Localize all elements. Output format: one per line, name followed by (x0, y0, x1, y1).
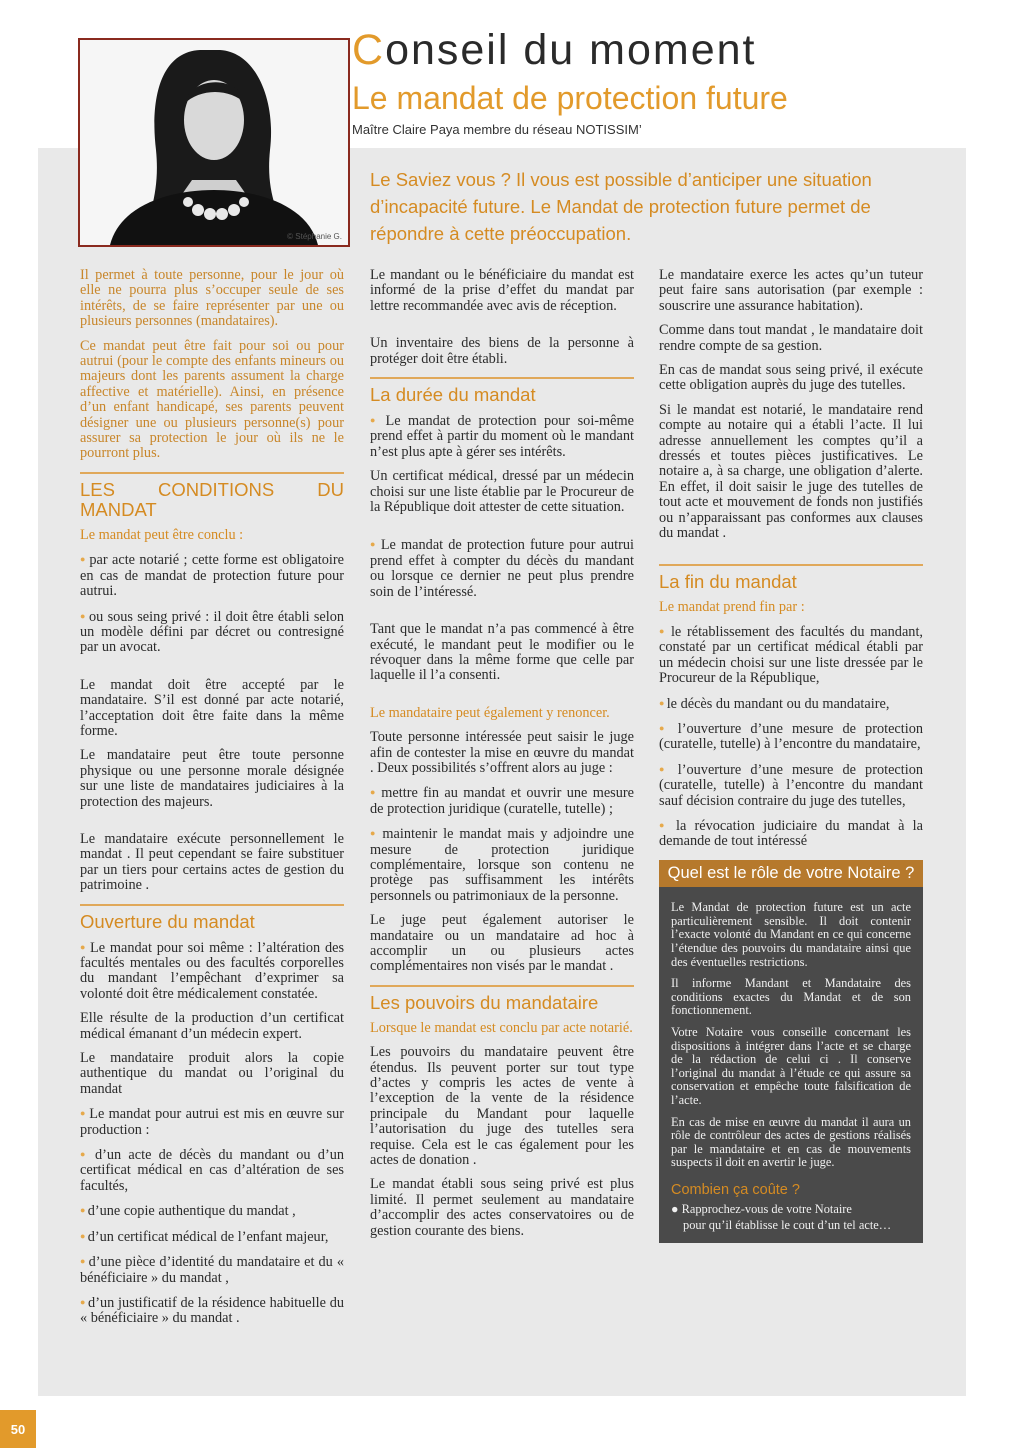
page-title (352, 26, 756, 75)
box-bullet-text: Rapprochez-vous de votre Notaire (681, 1202, 852, 1217)
paragraph: Le mandataire exerce les actes qu’un tuteur peut faire sans autorisation (par exemple : souscrire une assurance habitation). (659, 267, 923, 314)
column-2 (370, 268, 634, 1248)
notaire-role-box (659, 860, 923, 1243)
subheading-fin: Le mandat prend fin par : (659, 598, 805, 615)
bullet-item: ● ou sous seing privé : il doit être établi selon un modèle défini par décret ou contresigné par un avocat. (80, 609, 344, 656)
paragraph: Tant que le mandat n’a pas commencé à être exécuté, le mandant peut le modifier ou le révoquer dans la même forme que celle par laquelle il l’a consenti. (370, 621, 634, 684)
paragraph: Comme dans tout mandat , le mandataire doit rendre compte de sa gestion. (659, 322, 923, 354)
portrait-illustration (80, 40, 348, 245)
bullet-item: ● par acte notarié ; cette forme est obligatoire en cas de mandat de protection future pour autrui. (80, 552, 344, 599)
photo-credit: © Stéphanie G. (287, 232, 342, 241)
box-paragraph: En cas de mise en œuvre du mandat il aura un rôle de contrôleur des actes de gestions réalisés par le mandataire et en cas de mouvements suspects il doit en avertir le juge. (671, 1114, 911, 1170)
column-3 (659, 268, 923, 1243)
bullet-item: ● maintenir le mandat mais y adjoindre une mesure de protection juridique complémentaire, lorsque son contenu ne protège pas suffisamment les intérêts personnels ou patrimoniaux de la personne. (370, 826, 634, 904)
section-heading-conditions: LES CONDITIONS DU MANDAT (80, 472, 344, 520)
bullet-item: ● d’un justificatif de la résidence habituelle du « bénéficiaire » du mandat . (80, 1295, 344, 1327)
bullet-item: ● la révocation judiciaire du mandat à la demande de tout intéressé (659, 818, 923, 850)
column-1 (80, 268, 344, 1336)
box-subheading-cost: Combien ça coûte ? (671, 1181, 800, 1198)
paragraph: Le mandataire produit alors la copie authentique du mandat ou l’original du mandat (80, 1050, 344, 1097)
paragraph: Elle résulte de la production d’un certificat médical émanant d’un médecin expert. (80, 1010, 344, 1042)
paragraph: Le mandataire exécute personnellement le mandat . Il peut cependant se faire substituer par un tiers pour certains actes de gestion du patrimoine . (80, 830, 344, 894)
paragraph: Le mandat doit être accepté par le mandataire. S’il est donné par acte notarié, l’acceptation doit être faite dans la même forme. (80, 676, 344, 739)
bullet-item: ● Le mandat pour soi même : l’altération des facultés mentales ou des facultés corporelles du mandant l’empêchant d’exprimer sa volonté doit être médicalement constatée. (80, 940, 344, 1003)
bullet-dot-icon: ● (671, 1202, 682, 1217)
paragraph: Un certificat médical, dressé par un médecin choisi sur une liste établie par le Procureur de la République doit attester de cette situation. (370, 468, 634, 516)
bullet-item: ● Le mandat pour autrui est mis en œuvre sur production : (80, 1106, 344, 1138)
bullet-item: ● l’ouverture d’une mesure de protection (curatelle, tutelle) à l’encontre du mandataire, (659, 721, 923, 753)
box-bullet (671, 1203, 911, 1217)
bullet-item: ● Le mandat de protection pour soi-même prend effet à partir du moment où le mandant n’est plus apte à gérer ses intérêts. (370, 413, 634, 460)
section-heading-fin: La fin du mandat (659, 564, 923, 592)
bullet-item: ● Le mandat de protection future pour autrui prend effet à compter du décès du mandant ou lorsque ce dernier ne peut plus prendre soin de l’intéressé. (370, 537, 634, 600)
paragraph: Les pouvoirs du mandataire peuvent être étendus. Ils peuvent porter sur tout type d’actes y compris les actes de vente à l’exception de la vente de la résidence principale du Mandant pour laquelle l’autorisation du juge des tutelles sera requise. Cela est le cas également pour les actes de donation . (370, 1044, 634, 1169)
bullet-item: ● d’une pièce d’identité du mandataire et du « bénéficiaire » du mandat , (80, 1254, 344, 1286)
paragraph: Le juge peut également autoriser le mandataire ou un mandataire ad hoc à accomplir un ou plusieurs actes complémentaires non visés par le mandat . (370, 912, 634, 975)
paragraph: Le mandant ou le bénéficiaire du mandat est informé de la prise d’effet du mandat par lettre recommandée avec avis de réception. (370, 267, 634, 314)
box-body (659, 887, 923, 1242)
paragraph: En cas de mandat sous seing privé, il exécute cette obligation auprès du juge des tutelles. (659, 362, 923, 394)
paragraph: Le mandataire peut être toute personne physique ou une personne morale désignée sur une liste de mandataires judiciaires à la protection des majeurs. (80, 747, 344, 810)
paragraph: Un inventaire des biens de la personne à protéger doit être établi. (370, 335, 634, 367)
section-heading-ouverture: Ouverture du mandat (80, 904, 344, 932)
page-subtitle: Le mandat de protection future (352, 80, 788, 116)
box-paragraph: Le Mandat de protection future est un acte particulièrement sensible. Il doit contenir l’exacte volonté du Mandant en ce qui concerne l’étendue des pouvoirs du mandataire ainsi que des éventuelles restrictions. (671, 900, 911, 969)
bullet-item: ● le rétablissement des facultés du mandant, constaté par un certificat médical établi par un médecin choisi sur une liste dressée par le Procureur de la République, (659, 624, 923, 687)
lead-paragraph: Le Saviez vous ? Il vous est possible d’anticiper une situation d’incapacité future. Le Mandat de protection future permet de répondre à cette préoccupation. (370, 169, 872, 244)
page-number: 50 (0, 1410, 36, 1448)
section-heading-duree: La durée du mandat (370, 377, 634, 405)
title-first-letter: C (352, 26, 386, 74)
subheading-renoncer: Le mandataire peut également y renoncer. (370, 704, 610, 721)
author-line: Maître Claire Paya membre du réseau NOTISSIM’ (352, 122, 642, 137)
box-title: Quel est le rôle de votre Notaire ? (659, 860, 923, 887)
subheading-lorsque: Lorsque le mandat est conclu par acte notarié. (370, 1019, 633, 1036)
title-rest: onseil du moment (385, 26, 757, 74)
box-paragraph: Votre Notaire vous conseille concernant les dispositions à intégrer dans l’acte et se charge de la rédaction de celui ci . Il conserve l’original du mandat à l’étude ce qui assure sa conservation et empêche toute falsification de l’acte. (671, 1024, 911, 1107)
bullet-item: ● d’un acte de décès du mandant ou d’un certificat médical en cas d’altération de ses facultés, (80, 1147, 344, 1194)
box-bullet-continuation: pour qu’il établisse le cout d’un tel acte… (683, 1218, 892, 1233)
bullet-item: ● l’ouverture d’une mesure de protection (curatelle, tutelle) à l’encontre du mandant sauf décision contraire du juge des tutelles, (659, 762, 923, 809)
bullet-item: ● mettre fin au mandat et ouvrir une mesure de protection juridique (curatelle, tutelle) ; (370, 785, 634, 817)
box-paragraph: Il informe Mandant et Mandataire des conditions exactes du Mandat et de son fonctionnement. (671, 976, 911, 1018)
paragraph: Si le mandat est notarié, le mandataire rend compte au notaire qui a établi l’acte. Il lui adresse annuellement les comptes qu’il a dressés et toutes pièces justificatives. Le notaire a, à sa charge, une obligation d’alerte. En effet, il doit saisir le juge des tutelles de tout acte et mouvement de fonds non justifiés ou n’apparaissant pas conformes aux clauses du mandat . (659, 401, 923, 542)
bullet-item: ● le décès du mandant ou du mandataire, (659, 696, 923, 712)
subheading-conclu: Le mandat peut être conclu : (80, 526, 244, 543)
section-heading-pouvoirs: Les pouvoirs du mandataire (370, 985, 634, 1013)
bullet-item: ● d’une copie authentique du mandat , (80, 1203, 344, 1219)
intro-paragraph: Ce mandat peut être fait pour soi ou pour autrui (pour le compte des enfants mineurs ou majeurs dont les parents assument la charge affective et matérielle). Ainsi, en présence d’un enfant handicapé, ses parents peuvent désigner une ou plusieurs personne(s) pour assurer sa protection le jour où ils ne le pourront plus. (80, 337, 344, 462)
paragraph: Toute personne intéressée peut saisir le juge afin de contester la mise en œuvre du mandat . Deux possibilités s’offrent alors au juge : (370, 729, 634, 776)
author-photo (78, 38, 350, 247)
paragraph: Le mandat établi sous seing privé est plus limité. Il permet seulement au mandataire d’accomplir des actes conservatoires ou de gestion courante des biens. (370, 1176, 634, 1239)
bullet-item: ● d’un certificat médical de l’enfant majeur, (80, 1229, 344, 1245)
intro-paragraph: Il permet à toute personne, pour le jour où elle ne pourra plus s’occuper seule de ses intérêts, de se faire représenter par une ou plusieurs personnes (mandataires). (80, 267, 344, 330)
